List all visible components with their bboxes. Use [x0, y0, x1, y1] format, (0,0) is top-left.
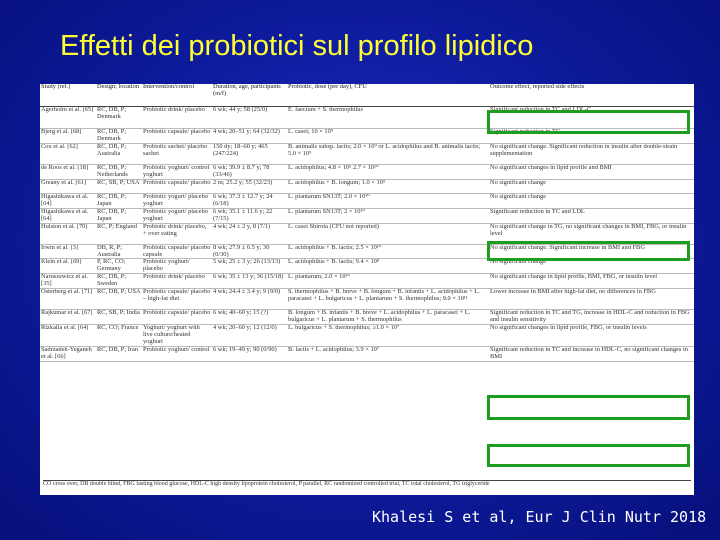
- table-row: [40, 193, 694, 208]
- table-cell: Probiotic capsule/ placebo: [143, 128, 211, 135]
- table-cell: Significant reduction in TC and TG, increase in HDL-C and reduction in FBG and insulin sensitivity: [490, 309, 690, 324]
- highlight-box: [487, 444, 690, 467]
- highlight-box: [487, 241, 690, 261]
- table-cell: Probiotic yogurt/ placebo yoghurt: [143, 208, 208, 222]
- table-cell: 6 wk; 35 ± 13 y; 36 (15/18): [213, 273, 284, 281]
- table-cell: Probiotic yoghurt/ control yoghurt: [143, 164, 210, 178]
- table-cell: S. thermophilus + B. breve + B. longum + B. infantis + L. acidophilus + L. paracasei + L. bulgaricus + L. plantarum + S. thermophilus; 9.0 × 10¹¹: [288, 288, 480, 303]
- table-cell: Klein et al. [69]: [41, 258, 82, 266]
- table-cell: de Roos et al. [18]: [41, 164, 89, 171]
- table-cell: L. plantarum; 2.0 × 10¹⁰: [288, 273, 351, 281]
- table-cell: RC, DB, P; USA: [97, 288, 141, 296]
- column-header: Probiotic, dose (per day), CFU: [287, 84, 489, 107]
- highlight-box: [487, 395, 690, 420]
- table-cell: RC, DB, P; Australia: [97, 143, 127, 157]
- table-cell: Yoghurt/ yoghurt with live culture/heated yoghurt: [143, 324, 200, 345]
- table-row: [40, 325, 694, 347]
- table-cell: 5 wk; 25 ± 3 y; 26 (13/13): [213, 258, 281, 266]
- table-cell: Cox et al. [62]: [41, 143, 78, 150]
- table-cell: 6 wk; 40–60 y; 15 (?): [213, 309, 269, 317]
- table-cell: L. acidophilus + B. longum; 1.0 × 10⁹: [288, 179, 386, 186]
- table-cell: Significant reduction in TC and LDL-C: [490, 106, 592, 113]
- table-cell: B. longum + B. infantis + B. breve + L. acidophilus + L. paracasei + L. bulgaricus + L. plantarum + S. thermophilus: [288, 309, 471, 324]
- table-cell: 2 m; 25.2 y; 55 (32/23): [213, 179, 273, 186]
- table-cell: L. acidophilus; 4.8 × 10⁶ 2.7 × 10¹⁰: [288, 164, 379, 171]
- table-cell: RC, SB, P; India: [97, 309, 140, 317]
- column-header: Design; location: [96, 84, 142, 107]
- table-cell: E. faecium + S. thermophilus: [288, 106, 363, 113]
- column-header: Study [ref.]: [40, 84, 96, 107]
- table-cell: 6 wk; 19–49 y; 90 (0/90): [213, 346, 277, 353]
- table-cell: Significant reduction in TC and increase in HDL-C, no significant changes in BMI: [490, 346, 688, 360]
- column-header: Outcome effect, reported side effects: [489, 84, 694, 107]
- table-cell: Agerholm et al. [65]: [41, 106, 94, 113]
- table-cell: RC, DB, P; Netherlands: [97, 164, 128, 178]
- table-cell: 4 wk; 20–51 y; 64 (32/32): [213, 128, 280, 135]
- table-cell: Irwin et al. [3]: [41, 244, 78, 251]
- table-cell: 150 dy; 18–60 y; 465 (247/224): [213, 143, 268, 157]
- table-cell: DB, R, P; Australia: [97, 244, 122, 258]
- table-cell: No significant change: [490, 179, 547, 186]
- table-row: [40, 259, 694, 274]
- table-cell: RC, P; England: [97, 223, 137, 230]
- table-cell: No significant change in TG, no significant changes in BMI, FBG, or insulin level: [490, 223, 687, 237]
- table-cell: L. acidophilus + B. lactis; 2.5 × 10¹⁰: [288, 244, 382, 251]
- table-cell: RC, SB, P; USA: [97, 179, 140, 186]
- column-header: Duration, age, participants (m/f): [212, 84, 287, 107]
- table-cell: 4 wk; 24.4 ± 3.4 y; 9 (9/0): [213, 288, 281, 296]
- table-row: [40, 346, 694, 361]
- table-cell: RC, DB, P; Denmark: [97, 106, 127, 120]
- table-cell: L. plantarum SN13T; 2 × 10¹⁰: [288, 208, 365, 215]
- table-cell: L. casei; 10 × 10⁹: [288, 128, 334, 135]
- table-cell: RC, DB, P; Japan: [97, 208, 127, 222]
- table-cell: RC, DB, P; Japan: [97, 193, 127, 207]
- table-cell: RC, DB, P; Denmark: [97, 128, 127, 142]
- table-cell: L. casei Shirota (CFU not reported): [288, 223, 379, 230]
- table-cell: Probiotic capsule/ placebo capsule: [143, 244, 211, 258]
- table-cell: Bjerg et al. [68]: [41, 128, 82, 135]
- table-cell: 6 wk; 44 y; 58 (25/0): [213, 106, 268, 113]
- study-table-image: [40, 84, 694, 495]
- table-cell: Probiotic drink/ placebo: [143, 106, 205, 113]
- table-cell: P, RC, CO; Germany: [97, 258, 126, 273]
- table-cell: RC, DB, P; Sweden: [97, 273, 127, 288]
- table-cell: 4 wk; 24 ± 2 y, 8 (7/1): [213, 223, 271, 230]
- table-cell: RC, CO; France: [97, 324, 139, 332]
- highlight-box: [487, 110, 690, 134]
- table-footnote: CO cross over, DB double blind, FBG fasting blood glucose, HDL-C high density lipoprotein cholesterol, P parallel, RC randomized controlled trial, TC total cholesterol, TG triglyceride: [43, 480, 691, 488]
- table-cell: Probiotic yoghurt/ control: [143, 346, 210, 353]
- table-cell: Probiotic drink/ placebo: [143, 273, 205, 281]
- table-row: [40, 164, 694, 179]
- column-header: Intervention/control: [142, 84, 212, 107]
- table-cell: L. bulgaricus + S. thermophilus; ≥1.0 × 10⁷: [288, 324, 400, 332]
- table-cell: No significant changes in lipid profile and BMI: [490, 164, 612, 171]
- table-row: [40, 310, 694, 325]
- table-cell: B. lactis + L. acidophilus; 3.9 × 10⁷: [288, 346, 380, 353]
- table-cell: 8 wk; 27.9 ± 6.5 y; 30 (0/30): [213, 244, 270, 258]
- table-cell: 6 wk; 35.1 ± 11.6 y; 22 (7/15): [213, 208, 273, 222]
- table-cell: Probiotic capsule/ placebo: [143, 179, 211, 186]
- table-cell: No significant change. Significant increase in BMI and FBG: [490, 244, 645, 251]
- table-cell: No significant change. Significant reduction in insulin after double-strain supplementation: [490, 143, 678, 157]
- slide-title: Effetti dei probiotici sul profilo lipidico: [60, 30, 534, 62]
- table-cell: Lower increase in BMI after high-fat diet, no differences in FBG: [490, 288, 656, 296]
- table-cell: 4 wk; 20–60 y; 12 (12/0): [213, 324, 277, 332]
- table-cell: Rajkumar et al. [67]: [41, 309, 93, 317]
- table-cell: L. acidophilus + B. lactis; 9.4 × 10⁸: [288, 258, 380, 266]
- table-row: [40, 143, 694, 164]
- table-cell: Rizkalla et al. [64]: [41, 324, 89, 332]
- table-header-row: [40, 84, 694, 107]
- table-cell: Greany et al. [61]: [41, 179, 87, 186]
- table-row: [40, 289, 694, 310]
- table-cell: No significant change: [490, 258, 547, 266]
- table-cell: L. plantarum SN13T; 2.0 × 10¹⁰: [288, 193, 370, 200]
- table-cell: 6 wk; 37.3 ± 12.7 y; 24 (6/18): [213, 193, 273, 207]
- table-cell: Probiotic yogurt/ placebo yoghurt: [143, 193, 208, 207]
- table-cell: Probiotic capsule/ placebo – high-fat diet: [143, 288, 211, 303]
- table-cell: No significant changes in lipid profile, FBG, or insulin levels: [490, 324, 647, 332]
- table-cell: No significant change: [490, 193, 547, 200]
- table-row: [40, 208, 694, 223]
- citation: Khalesi S et al, Eur J Clin Nutr 2018: [372, 508, 707, 526]
- table-cell: Sadrzadeh-Yeganeh et al. [66]: [41, 346, 92, 360]
- table-cell: No significant change in lipid profile, BMI, FBG, or insulin level: [490, 273, 658, 281]
- table-cell: Probiotic drink/ placebo, + over eating: [143, 223, 207, 237]
- table-cell: 6 wk; 39.9 ± 8.7 y; 78 (33/46): [213, 164, 270, 178]
- table-cell: Naruszewicz et al. [35]: [41, 273, 89, 288]
- table-cell: Probiotic yoghurt/ placebo: [143, 258, 190, 273]
- table-row: [40, 274, 694, 289]
- table-cell: Significant reduction in TG: [490, 128, 561, 135]
- table-cell: Osterberg et al. [71]: [41, 288, 93, 296]
- table-cell: Significant reduction in TC and LDL: [490, 208, 585, 215]
- table-cell: Probiotic sachet/ placebo sachet: [143, 143, 208, 157]
- table-cell: Higashikawa et al. [64]: [41, 193, 89, 207]
- table-cell: Higashikawa et al. [64]: [41, 208, 89, 222]
- table-cell: RC, DB, P; Iran: [97, 346, 139, 353]
- table-row: [40, 179, 694, 193]
- table-cell: B. animalis subsp. lactis; 2.0 × 10⁹ or L. acidophilus and B. animalis lactis; 5.0 × 10⁹: [288, 143, 481, 157]
- table-cell: Hulston et al. [70]: [41, 223, 88, 230]
- table-cell: Probiotic capsule/ placebo: [143, 309, 211, 317]
